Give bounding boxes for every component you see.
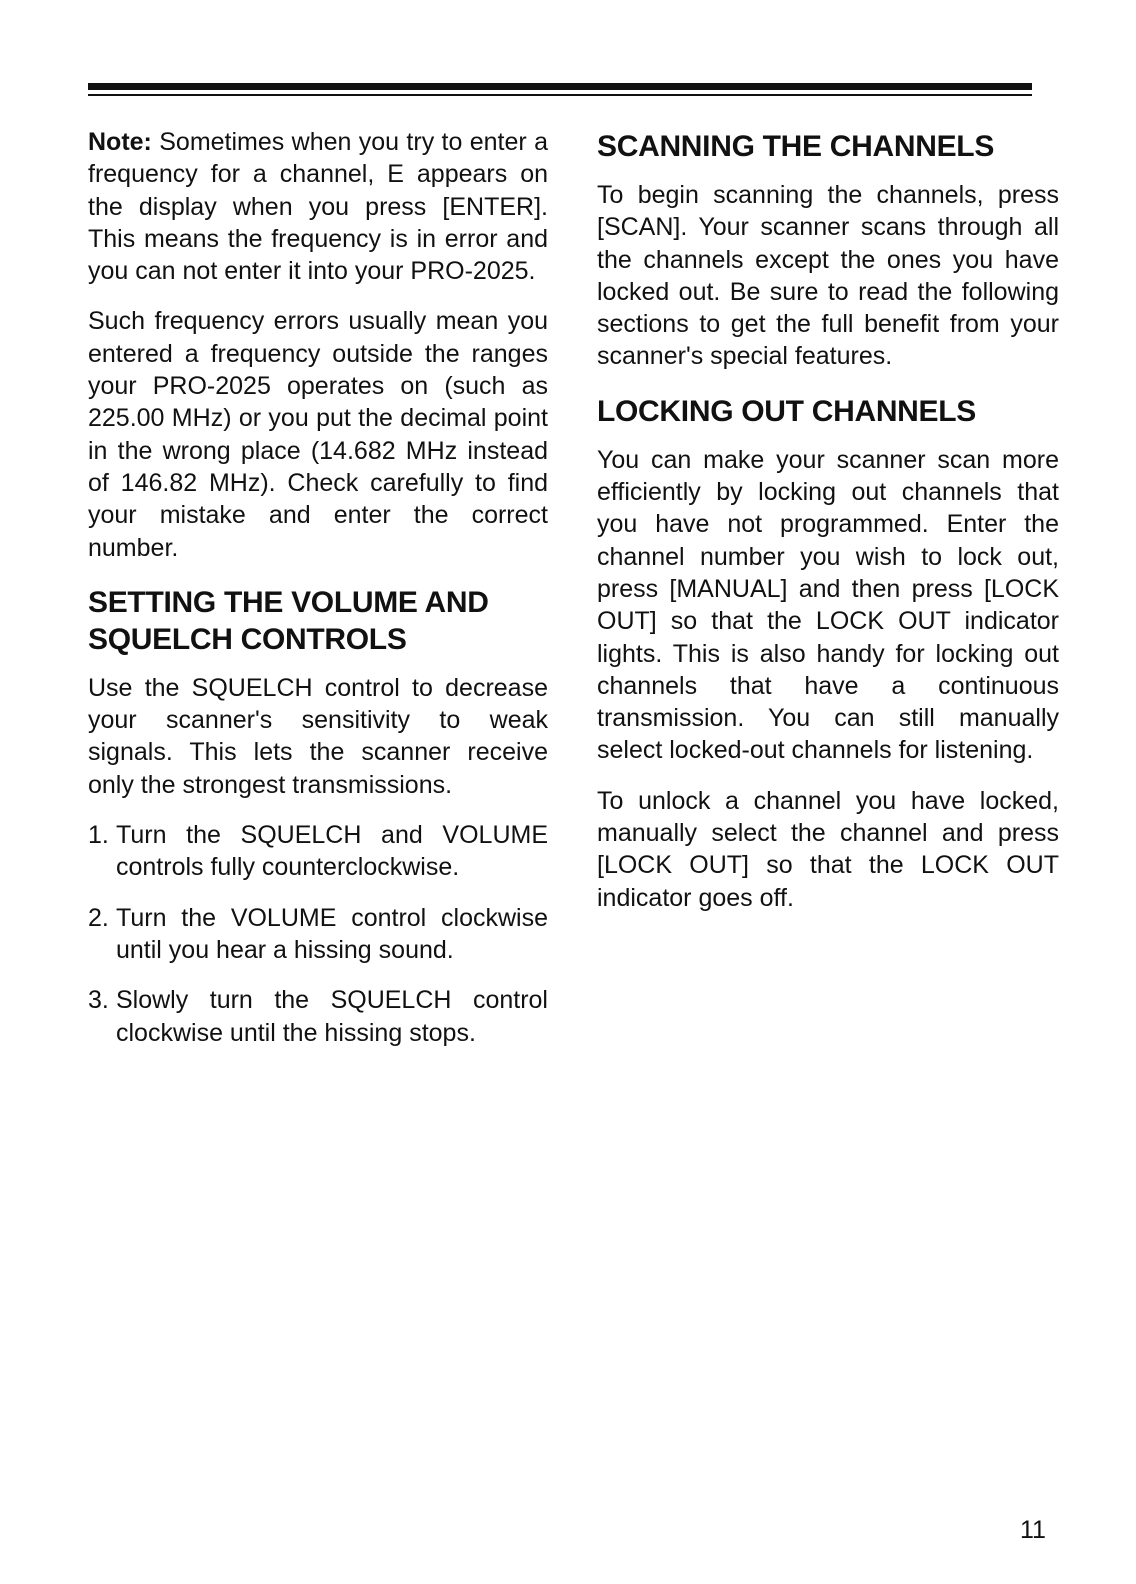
step-number: 2. [88, 903, 109, 932]
squelch-steps-list [88, 819, 548, 1049]
header-rule-thick [88, 83, 1032, 90]
step-text: Slowly turn the SQUELCH control clockwise until the hissing stops. [116, 986, 548, 1047]
list-item [88, 902, 548, 967]
locking-heading: LOCKING OUT CHANNELS [597, 394, 976, 428]
note-text: Sometimes when you try to enter a frequency for a channel, E appears on the display when you press [ENTER]. This means the frequency is in error and you can not enter it into your PRO-2025. [88, 128, 548, 286]
header-rule-thin [88, 94, 1032, 96]
left-column [88, 126, 548, 1067]
step-number: 3. [88, 986, 109, 1015]
note-label: Note: [88, 128, 152, 156]
locking-paragraph-1: You can make your scanner scan more efficiently by locking out channels that you have not programmed. Enter the channel number you wish to lock out, press [MANUAL] and then press [LOCK OUT] so that the LOCK OUT indicator lights. This is also handy for locking out channels that have a continuous transmission. You can still manually select locked-out channels for listening. [597, 445, 1059, 765]
step-text: Turn the VOLUME control clockwise until you hear a hissing sound. [116, 903, 548, 964]
scanning-heading: SCANNING THE CHANNELS [597, 130, 995, 163]
locking-paragraph-2: To unlock a channel you have locked, manually select the channel and press [LOCK OUT] so that the LOCK OUT indicator goes off. [597, 786, 1059, 912]
step-text: Turn the SQUELCH and VOLUME controls fully counterclockwise. [116, 821, 548, 882]
volume-squelch-heading: SETTING THE VOLUME AND SQUELCH CONTROLS [88, 585, 489, 656]
scanning-paragraph: To begin scanning the channels, press [SCAN]. Your scanner scans through all the channels except the ones you have locked out. Be sure to read the following sections to get the full benefit from your scanner's special features. [597, 181, 1059, 371]
frequency-errors-paragraph: Such frequency errors usually mean you entered a frequency outside the ranges your PRO-2025 operates on (such as 225.00 MHz) or you put the decimal point in the wrong place (14.682 MHz instead of 146.82 MHz). Check carefully to find your mistake and enter the correct number. [88, 307, 548, 562]
right-column [597, 126, 1059, 932]
squelch-intro-paragraph: Use the SQUELCH control to decrease your scanner's sensitivity to weak signals. This lets the scanner receive only the strongest transmissions. [88, 673, 548, 799]
page-number: 11 [1020, 1516, 1046, 1544]
step-number: 1. [88, 821, 109, 850]
note-paragraph [88, 126, 548, 287]
list-item [88, 984, 548, 1049]
list-item [88, 819, 548, 884]
